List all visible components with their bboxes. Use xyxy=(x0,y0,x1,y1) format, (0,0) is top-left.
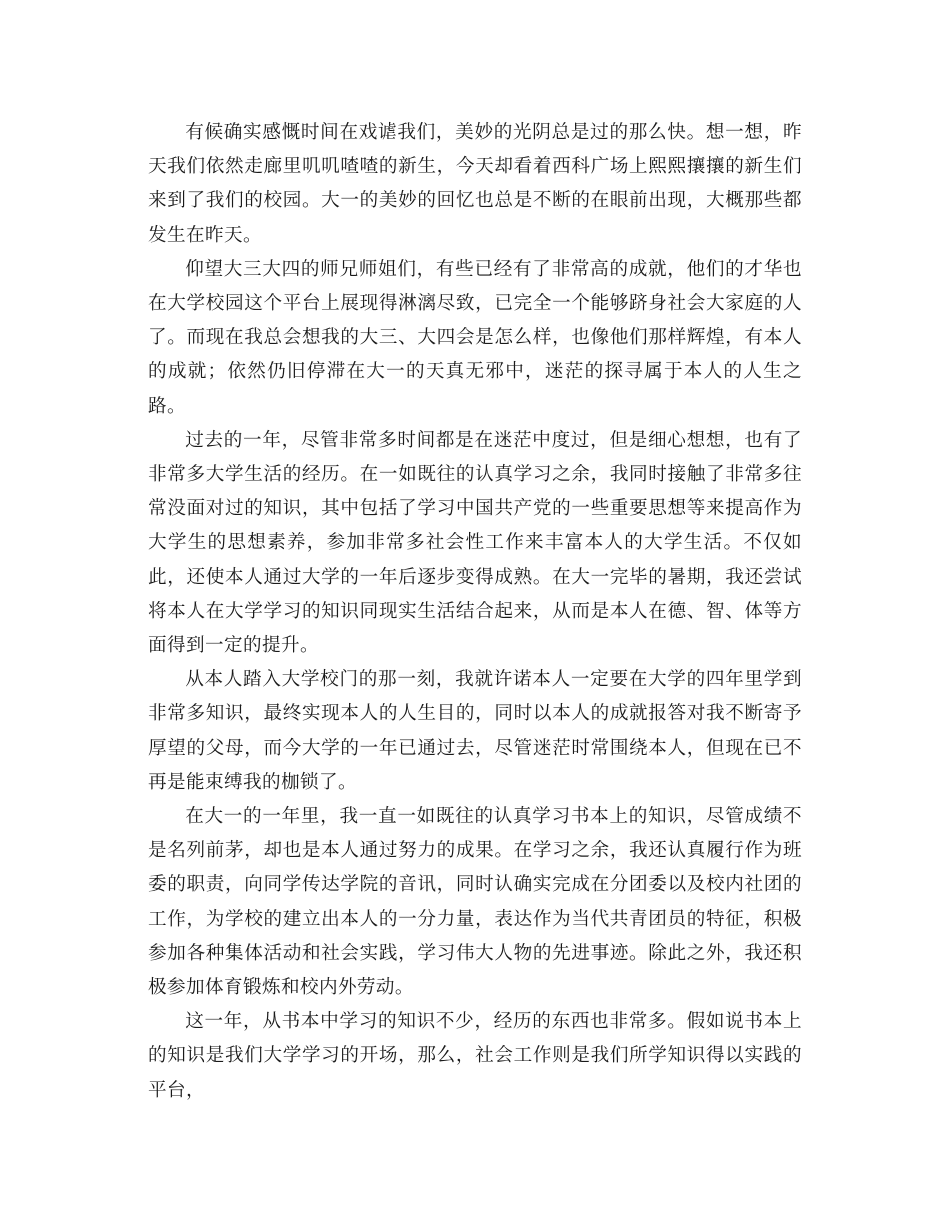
paragraph-1: 有候确实感慨时间在戏谑我们，美妙的光阴总是过的那么快。想一想，昨天我们依然走廊里叽叽喳喳的新生，今天却看着西科广场上熙熙攘攘的新生们来到了我们的校园。大一的美妙的回忆也总是不断的在眼前出现，大概那些都发生在昨天。 xyxy=(148,122,802,246)
paragraph-5: 在大一的一年里，我一直一如既往的认真学习书本上的知识，尽管成绩不是名列前茅，却也是本人通过努力的成果。在学习之余，我还认真履行作为班委的职责，向同学传达学院的音讯，同时认确实完成在分团委以及校内社团的工作，为学校的建立出本人的一分力量，表达作为当代共青团员的特征，积极参加各种集体活动和社会实践，学习伟大人物的先进事迹。除此之外，我还积极参加体育锻炼和校内外劳动。 xyxy=(148,806,802,999)
paragraph-3: 过去的一年，尽管非常多时间都是在迷茫中度过，但是细心想想，也有了非常多大学生活的经历。在一如既往的认真学习之余，我同时接触了非常多往常没面对过的知识，其中包括了学习中国共产党的一些重要思想等来提高作为大学生的思想素养，参加非常多社会性工作来丰富本人的大学生活。不仅如此，还使本人通过大学的一年后逐步变得成熟。在大一完毕的暑期，我还尝试将本人在大学学习的知识同现实生活结合起来，从而是本人在德、智、体等方面得到一定的提升。 xyxy=(148,429,802,657)
paragraph-6: 这一年，从书本中学习的知识不少，经历的东西也非常多。假如说书本上的知识是我们大学学习的开场，那么，社会工作则是我们所学知识得以实践的平台， xyxy=(148,1011,802,1101)
document-body xyxy=(148,116,802,1108)
paragraph-4: 从本人踏入大学校门的那一刻，我就许诺本人一定要在大学的四年里学到非常多知识，最终实现本人的人生目的，同时以本人的成就报答对我不断寄予厚望的父母，而今大学的一年已通过去，尽管迷茫时常围绕本人，但现在已不再是能束缚我的枷锁了。 xyxy=(148,669,802,793)
paragraph-2: 仰望大三大四的师兄师姐们，有些已经有了非常高的成就，他们的才华也在大学校园这个平台上展现得淋漓尽致，已完全一个能够跻身社会大家庭的人了。而现在我总会想我的大三、大四会是怎么样，也像他们那样辉煌，有本人的成就；依然仍旧停滞在大一的天真无邪中，迷茫的探寻属于本人的人生之路。 xyxy=(148,258,802,417)
